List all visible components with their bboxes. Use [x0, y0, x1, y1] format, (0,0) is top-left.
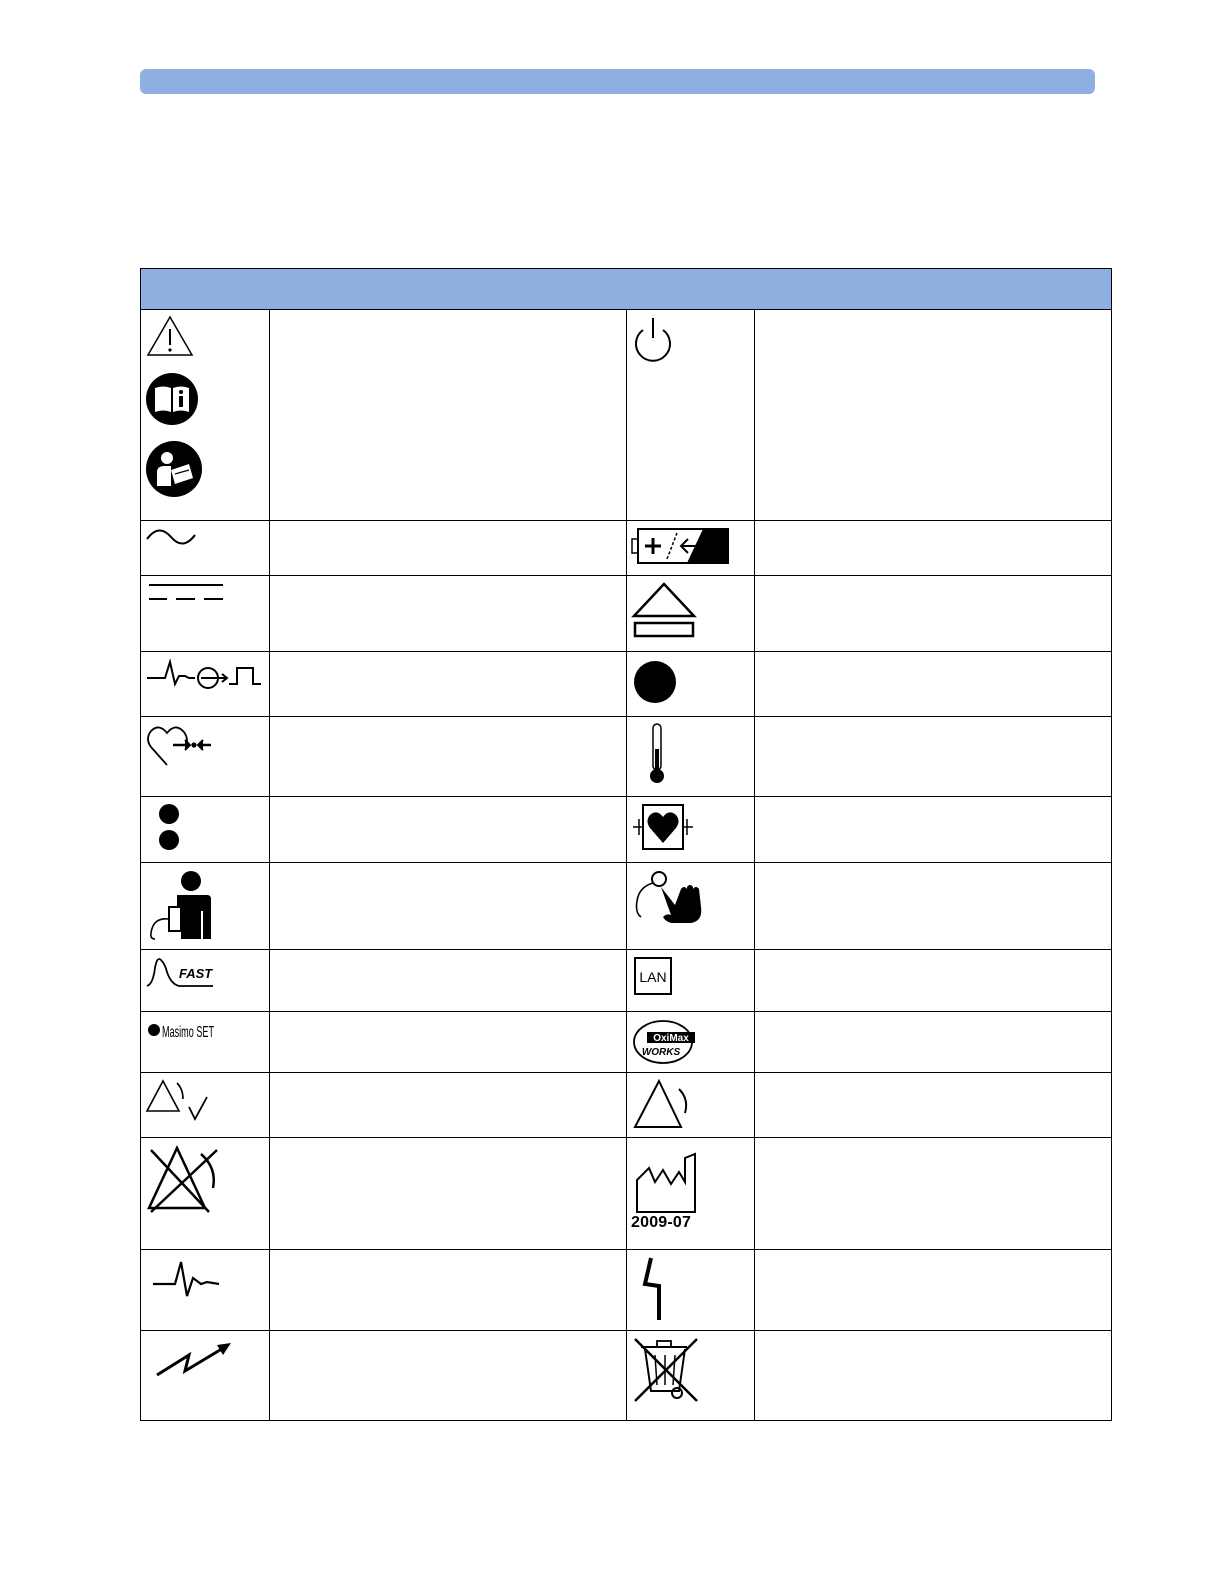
- oximax-logo-icon: [631, 1016, 750, 1066]
- table-row: [141, 1138, 1112, 1250]
- ecg-wave-icon: [145, 1254, 265, 1304]
- symbol-cell: [627, 1138, 755, 1250]
- manufacture-date-icon: [631, 1142, 750, 1214]
- oximax-works-label: WORKS: [641, 1047, 681, 1058]
- defib-proof-cf-icon: [631, 801, 750, 851]
- symbol-description: [270, 310, 627, 521]
- symbol-description: [270, 1073, 627, 1138]
- symbol-description: [755, 1331, 1112, 1421]
- table-row: [141, 1331, 1112, 1421]
- symbol-cell: [627, 521, 755, 576]
- symbol-cell: [627, 1073, 755, 1138]
- filled-circle-icon: [631, 656, 750, 706]
- symbol-cell: [141, 576, 270, 652]
- lan-label: LAN: [639, 969, 667, 985]
- symbol-description: [270, 1331, 627, 1421]
- weee-bin-icon: [631, 1335, 750, 1405]
- direct-current-icon: [145, 580, 265, 604]
- fast-label: FAST: [179, 966, 213, 981]
- symbol-description: [270, 521, 627, 576]
- table-row: [141, 310, 1112, 521]
- symbol-cell: [627, 863, 755, 950]
- alternating-current-icon: [145, 525, 265, 549]
- wireless-signal-icon: [145, 1335, 265, 1385]
- symbol-cell: [141, 1138, 270, 1250]
- symbol-description: [270, 1138, 627, 1250]
- table-row: [141, 652, 1112, 717]
- oximax-label: OxiMax: [653, 1033, 689, 1044]
- symbol-description: [270, 797, 627, 863]
- heart-connector-icon: [145, 721, 265, 769]
- symbol-description: [755, 521, 1112, 576]
- table-row: [141, 1250, 1112, 1331]
- patient-cuff-icon: [145, 867, 265, 943]
- table-row: [141, 797, 1112, 863]
- symbol-description: [270, 1012, 627, 1073]
- alarms-off-icon: [145, 1142, 265, 1216]
- table-row: [141, 950, 1112, 1012]
- symbol-cell: [627, 1250, 755, 1331]
- table-header: [141, 269, 1112, 310]
- symbol-description: [270, 652, 627, 717]
- symbol-cell: [141, 1073, 270, 1138]
- symbol-cell: [627, 1331, 755, 1421]
- table-row: [141, 717, 1112, 797]
- battery-charging-icon: [631, 525, 750, 565]
- symbol-cell: [141, 310, 270, 521]
- masimo-set-logo-icon: [145, 1016, 265, 1048]
- standby-power-icon: [631, 314, 750, 362]
- symbols-table: [140, 268, 1112, 1421]
- table-row: [141, 576, 1112, 652]
- symbol-cell: [141, 1331, 270, 1421]
- symbol-cell: [627, 576, 755, 652]
- symbol-description: [755, 950, 1112, 1012]
- symbol-cell: [627, 652, 755, 717]
- consult-manual-icon: [145, 440, 265, 498]
- symbol-description: [755, 310, 1112, 521]
- eject-icon: [631, 580, 750, 642]
- fast-spo2-icon: [145, 954, 265, 990]
- alarm-acknowledged-icon: [145, 1077, 265, 1123]
- symbol-description: [755, 1250, 1112, 1331]
- symbol-description: [755, 1012, 1112, 1073]
- finger-sensor-icon: [631, 867, 750, 927]
- symbol-cell: [627, 310, 755, 521]
- symbol-description: [270, 863, 627, 950]
- symbol-description: [270, 950, 627, 1012]
- alarm-icon: [631, 1077, 750, 1131]
- symbol-cell: [141, 521, 270, 576]
- table-row: [141, 1073, 1112, 1138]
- symbol-cell: [627, 950, 755, 1012]
- symbol-description: [755, 797, 1112, 863]
- symbol-cell: [141, 863, 270, 950]
- header-bar: [140, 69, 1095, 94]
- symbol-description: [755, 717, 1112, 797]
- table-row: [141, 863, 1112, 950]
- symbol-cell: [627, 797, 755, 863]
- symbol-description: [270, 717, 627, 797]
- warning-triangle-icon: [145, 314, 265, 358]
- lightning-icon: [631, 1254, 750, 1324]
- symbol-cell: [627, 1012, 755, 1073]
- symbol-description: [755, 1138, 1112, 1250]
- symbol-description: [755, 1073, 1112, 1138]
- symbol-description: [270, 1250, 627, 1331]
- ecg-sync-output-icon: [145, 656, 265, 690]
- two-dots-icon: [145, 801, 265, 853]
- read-instructions-icon: [145, 372, 265, 426]
- symbol-cell: [141, 652, 270, 717]
- masimo-label: Masimo SET: [162, 1024, 215, 1041]
- symbol-description: [755, 652, 1112, 717]
- manufacture-date: 2009-07: [631, 1214, 692, 1231]
- symbol-cell: [141, 717, 270, 797]
- symbol-description: [270, 576, 627, 652]
- thermometer-icon: [631, 721, 750, 785]
- symbol-description: [755, 576, 1112, 652]
- symbol-cell: [141, 1012, 270, 1073]
- symbol-cell: [141, 797, 270, 863]
- table-row: [141, 521, 1112, 576]
- table-row: [141, 1012, 1112, 1073]
- symbol-description: [755, 863, 1112, 950]
- symbol-cell: [141, 1250, 270, 1331]
- symbol-cell: [627, 717, 755, 797]
- lan-icon: [631, 954, 750, 998]
- symbol-cell: [141, 950, 270, 1012]
